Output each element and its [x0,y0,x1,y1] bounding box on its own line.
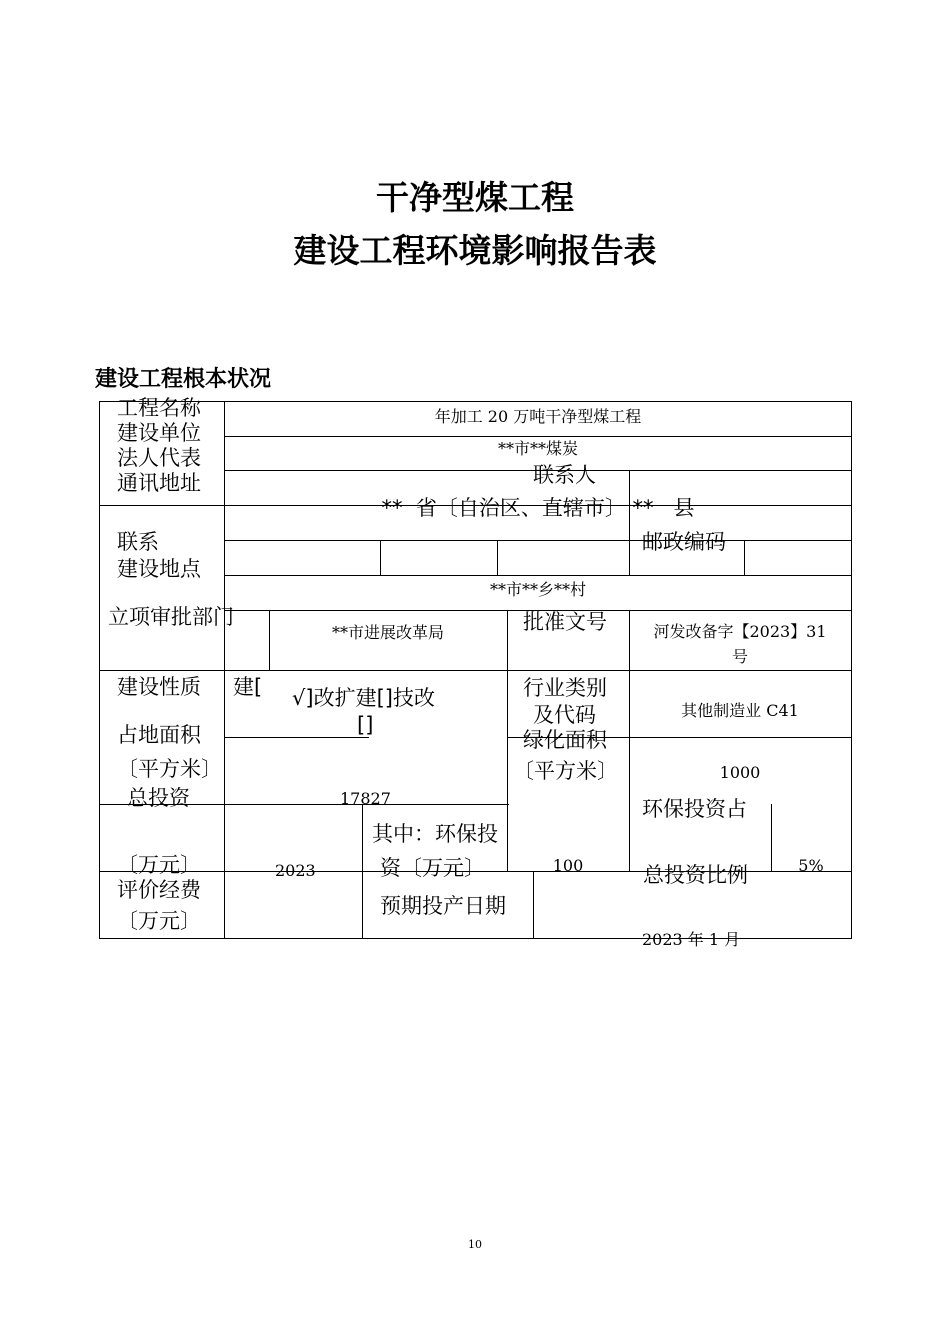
total-invest-label: 总投资 [127,786,190,810]
document-title-line2: 建设工程环境影响报告表 [293,231,657,270]
green-area-value: 1000 [719,763,761,782]
contact-person-label: 联系人 [533,463,596,487]
env-invest-value: 100 [552,856,584,875]
builder-value: **市**煤炭 [497,439,578,458]
total-invest-unit-label: 〔万元〕 [117,853,201,877]
land-area-unit-label: 〔平方米〕 [117,757,222,781]
approval-no-label: 批准文号 [523,610,607,634]
green-area-label: 绿化面积 [523,728,607,752]
col-line [533,871,534,939]
row-line [224,540,852,541]
approval-dept-value: **市进展改革局 [331,623,444,642]
land-area-value: 17827 [340,789,391,808]
row-line [224,737,369,738]
env-ratio-value: 5% [798,856,824,875]
address-label: 通讯地址 [117,471,201,495]
address-value: ** 省〔自治区、直辖市〕 ** 县 [381,496,695,520]
col-line [629,470,630,576]
production-date-label: 预期投产日期 [380,894,506,918]
approval-no-value-suffix: 号 [731,647,748,666]
nature-value-other: [] [357,713,374,737]
location-value: **市**乡**村 [489,580,586,599]
industry-value: 其他制造业 C41 [681,701,799,720]
col-line [507,610,508,872]
section-heading: 建设工程根本状况 [95,367,272,392]
builder-label: 建设单位 [117,421,201,445]
production-date-value: 2023 年 1 月 [642,930,741,949]
env-invest-unit-label: 资〔万元〕 [380,856,485,880]
eval-fee-unit-label: 〔万元〕 [117,909,201,933]
env-invest-label: 其中：环保投 [372,822,498,846]
row-line [224,575,852,576]
approval-no-value: 河发改备字【2023】31 [653,622,827,641]
total-invest-value: 2023 [275,861,316,880]
green-area-unit-label: 〔平方米〕 [513,759,618,783]
page-number: 10 [468,1238,482,1251]
approval-dept-label: 立项审批部门 [108,605,234,629]
postcode-label: 邮政编码 [642,530,726,554]
eval-fee-label: 评价经费 [117,878,201,902]
nature-value-expand: √]改扩建[]技改 [292,686,435,710]
project-name-label: 工程名称 [117,396,201,420]
row-line [99,670,852,671]
land-area-label: 占地面积 [117,723,201,747]
col-line [224,401,225,939]
industry-label-code: 及代码 [533,703,596,727]
contact-label: 联系 [117,530,159,554]
legal-rep-label: 法人代表 [117,446,201,470]
location-label: 建设地点 [117,557,201,581]
col-line [744,540,745,576]
nature-label: 建设性质 [117,675,201,699]
industry-label: 行业类别 [523,676,607,700]
col-line [380,540,381,576]
env-ratio-label-line2: 总投资比例 [643,863,748,887]
col-line [497,540,498,576]
document-title-line1: 干净型煤工程 [376,178,574,217]
env-ratio-label: 环保投资占 [642,797,747,821]
col-line [362,804,363,939]
table-border-top [99,401,852,402]
nature-value-new: 建[ [233,675,263,699]
project-name-value: 年加工 20 万吨干净型煤工程 [434,407,642,426]
